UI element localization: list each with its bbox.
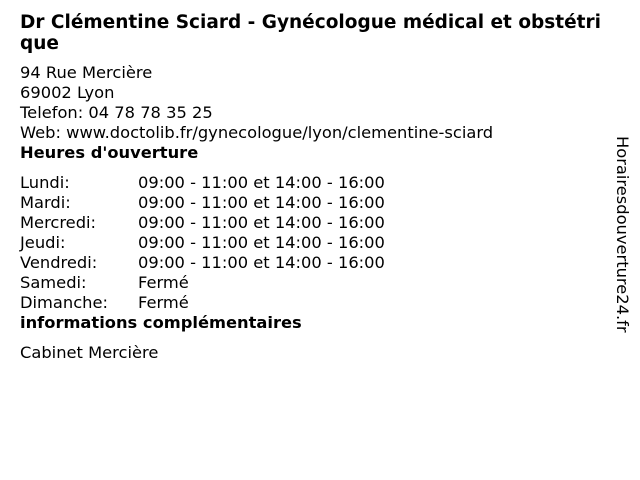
day-label: Vendredi: — [20, 253, 98, 272]
page-title: Dr Clémentine Sciard - Gynécologue médical et obstétrique — [20, 12, 601, 54]
website-url: Web: www.doctolib.fr/gynecologue/lyon/clementine-sciard — [20, 123, 494, 142]
day-label: Mercredi: — [20, 213, 97, 232]
hours-row-wednesday — [20, 213, 612, 233]
opening-hours-list — [20, 173, 612, 313]
time-value: 09:00 - 11:00 et 14:00 - 16:00 — [138, 253, 385, 272]
hours-heading: Heures d'ouverture — [20, 143, 199, 162]
day-label: Mardi: — [20, 193, 71, 212]
time-value: 09:00 - 11:00 et 14:00 - 16:00 — [138, 173, 385, 192]
time-value: 09:00 - 11:00 et 14:00 - 16:00 — [138, 233, 385, 252]
city-postcode: 69002 Lyon — [20, 83, 115, 102]
hours-row-monday — [20, 173, 612, 193]
hours-row-saturday — [20, 273, 612, 293]
additional-info-text: Cabinet Mercière — [20, 343, 159, 362]
day-label: Samedi: — [20, 273, 87, 292]
phone-number: Telefon: 04 78 78 35 25 — [20, 103, 213, 122]
hours-row-sunday — [20, 293, 612, 313]
day-label: Jeudi: — [20, 233, 66, 252]
business-card — [20, 12, 612, 363]
time-value: 09:00 - 11:00 et 14:00 - 16:00 — [138, 193, 385, 212]
site-watermark: Horairesdouverture24.fr — [613, 136, 632, 333]
time-value: 09:00 - 11:00 et 14:00 - 16:00 — [138, 213, 385, 232]
address-block — [20, 63, 612, 143]
time-value: Fermé — [138, 293, 189, 312]
hours-row-tuesday — [20, 193, 612, 213]
time-value: Fermé — [138, 273, 189, 292]
hours-row-thursday — [20, 233, 612, 253]
street-address: 94 Rue Mercière — [20, 63, 153, 82]
hours-row-friday — [20, 253, 612, 273]
additional-info-heading: informations complémentaires — [20, 313, 302, 332]
day-label: Lundi: — [20, 173, 70, 192]
day-label: Dimanche: — [20, 293, 108, 312]
